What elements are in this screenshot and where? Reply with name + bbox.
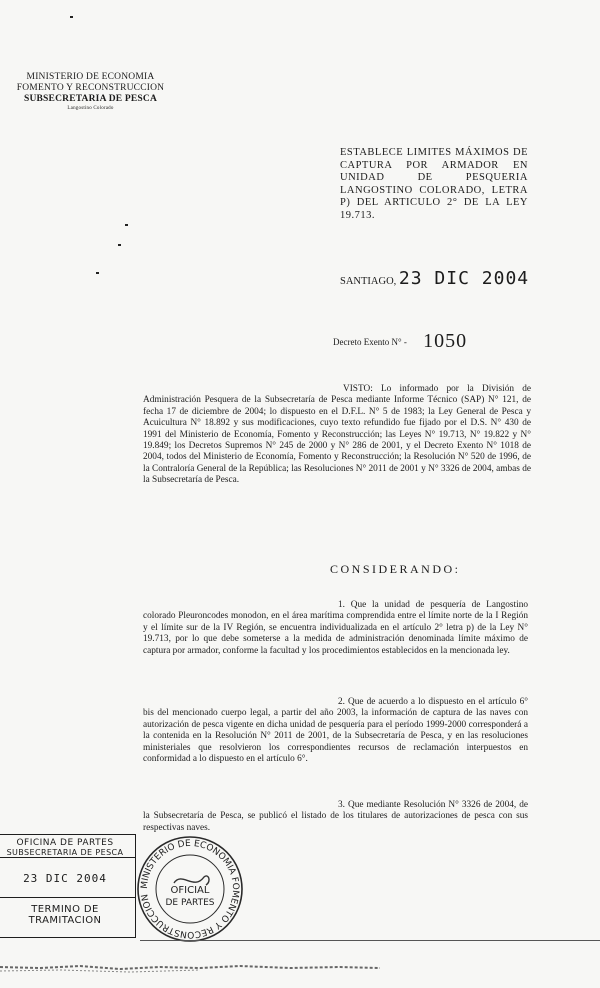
header-line-4: Langostino Colorado bbox=[67, 106, 114, 111]
bottom-rule bbox=[140, 940, 600, 941]
decree-number: 1050 bbox=[423, 330, 468, 352]
header-line-3: SUBSECRETARIA DE PESCA bbox=[23, 94, 158, 104]
issue-date: 23 DIC 2004 bbox=[398, 268, 530, 289]
svg-text:MINISTERIO DE ECONOMIA FOMENTO: MINISTERIO DE ECONOMIA FOMENTO Y RECONSTRUCCION bbox=[139, 838, 241, 940]
ministry-header bbox=[8, 72, 173, 113]
considerando-3: 3. Que mediante Resolución N° 3326 de 2004, de la Subsecretaría de Pesca, se publicó el listado de los titulares de autorizaciones de pesca con sus respectivas naves. bbox=[143, 800, 528, 833]
city: SANTIAGO, bbox=[340, 276, 397, 287]
place-date bbox=[340, 268, 529, 289]
considerando-2: 2. Que de acuerdo a lo dispuesto en el artículo 6° bis del mencionado cuerpo legal, a partir del año 2003, la información de captura de las naves con autorización de pesca vigente en dicha unidad de pesquería para el período 1999-2000 corresponderá a la contenida en la Resolución N° 2011 de 2001, de la Subsecretaría de Pesca, y en las resoluciones ministeriales que resolvieron los correspondientes recursos de reclamación interpuestos en conformidad a lo dispuesto en el artículo 6°. bbox=[143, 697, 528, 765]
header-line-1: MINISTERIO DE ECONOMIA bbox=[26, 72, 155, 82]
scan-speck bbox=[125, 224, 128, 226]
office-stamp-box bbox=[0, 834, 136, 938]
scan-speck bbox=[70, 16, 73, 18]
decree-subject: ESTABLECE LIMITES MÁXIMOS DE CAPTURA POR ARMADOR EN UNIDAD DE PESQUERIA LANGOSTINO COLORADO, LETRA P) DEL ARTICULO 2° DE LA LEY 19.713. bbox=[340, 147, 528, 221]
decree-number-line bbox=[333, 330, 467, 353]
considerando-1: 1. Que la unidad de pesquería de Langostino colorado Pleuroncodes monodon, en el área marítima comprendida entre el límite norte de la I Región y el límite sur de la IV Región, se encuentra individualizada en el artículo 2° letra p) de la Ley N° 19.713, por lo que debe someterse a la medida de administración denominada límite máximo de captura por armador, conforme la facultad y los procedimientos establecidos en la mencionada ley. bbox=[143, 600, 528, 656]
scan-speck bbox=[118, 244, 121, 246]
svg-text:OFICIAL: OFICIAL bbox=[170, 885, 210, 896]
stamp-office: OFICINA DE PARTES bbox=[16, 838, 114, 848]
stamp-date: 23 DIC 2004 bbox=[23, 872, 107, 885]
stamp-status: TERMINO DE TRAMITACION bbox=[28, 904, 102, 926]
considerando-title: CONSIDERANDO: bbox=[330, 562, 461, 576]
official-seal bbox=[134, 833, 246, 945]
visto-paragraph: VISTO: Lo informado por la División de Administración Pesquera de la Subsecretaría de Pesca mediante Informe Técnico (SAP) N° 121, de fecha 17 de diciembre de 2004; lo dispuesto en el D.F.L. N° 5 de 1983; la Ley General de Pesca y Acuicultura N° 18.892 y sus modificaciones, cuyo texto refundido fue fijado por el D.S. N° 430 de 1991 del Ministerio de Economía, Fomento y Reconstrucción; las Leyes N° 19.713, N° 19.822 y N° 19.849; los Decretos Supremos N° 245 de 2000 y N° 286 de 2001, y el Decreto Exento N° 1018 de 2004, todos del Ministerio de Economía, Fomento y Reconstrucción; la Resolución N° 520 de 1996, de la Contraloría General de la República; las Resoluciones N° 2011 de 2001 y N° 3326 de 2004, ambas de la Subsecretaría de Pesca. bbox=[143, 384, 531, 486]
stamp-subsecretaria: SUBSECRETARIA DE PESCA bbox=[6, 848, 124, 857]
header-line-2: FOMENTO Y RECONSTRUCCION bbox=[16, 83, 165, 93]
scan-speck bbox=[96, 272, 99, 274]
scan-noise bbox=[0, 962, 600, 974]
decree-label: Decreto Exento N° - bbox=[333, 337, 407, 347]
svg-text:DE PARTES: DE PARTES bbox=[165, 898, 215, 908]
